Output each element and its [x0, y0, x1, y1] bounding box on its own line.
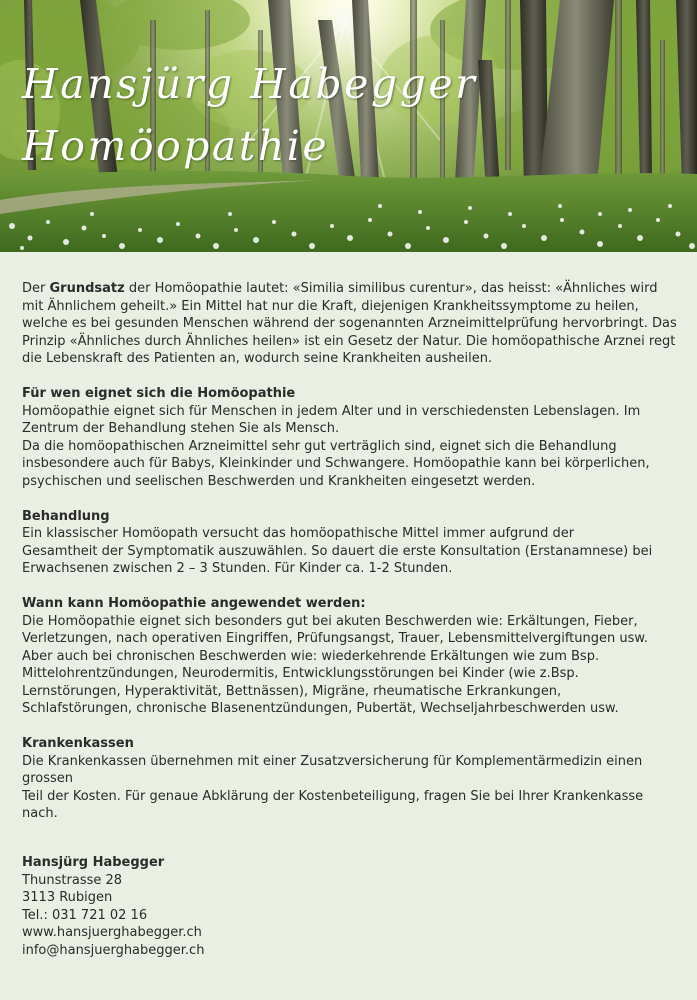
- section-line: Mittelohrentzündungen, Neurodermitis, Entwicklungsstörungen bei Kinder (wie z.Bsp.: [22, 666, 579, 682]
- contact-phone: Tel.: 031 721 02 16: [22, 907, 148, 923]
- section-line: Aber auch bei chronischen Beschwerden wie: wiederkehrende Erkältungen wie zum Bsp.: [22, 648, 600, 664]
- intro-text: der Homöopathie lautet: «Similia similibus curentur», das heisst: «Ähnliches wird mit Ähnlichem geheilt.» Ein Mittel hat nur die Kraft, diejenigen Krankheitssymptome zu heilen, welche es bei gesunden Menschen während der sogenannten Arzneimittelprüfung hervorbringt. Das Prinzip «Ähnliches durch Ähnliches heilen» ist ein Gesetz der Natur. Die homöopathische Arznei regt die Lebenskraft des Patienten an, wodurch seine Krankheiten ausheilen.: [22, 281, 677, 367]
- section-heading: Krankenkassen: [22, 736, 134, 752]
- section-line: Da die homöopathischen Arzneimittel sehr gut verträglich sind, eignet sich die Behandlung insbesondere auch für Babys, Kleinkinder und Schwangere. Homöopathie kann bei körperlichen, psychischen und seelischen Beschwerden und Krankheiten eingesetzt werden.: [22, 438, 650, 489]
- section-line: Lernstörungen, Hyperaktivität, Bettnässen), Migräne, rheumatische Erkrankungen,: [22, 683, 562, 699]
- section-heading: Für wen eignet sich die Homöopathie: [22, 385, 296, 401]
- contact-block: [22, 854, 682, 960]
- contact-website: www.hansjuerghabegger.ch: [22, 925, 202, 941]
- section-line: Gesamtheit der Symptomatik auszuwählen. So dauert die erste Konsultation (Erstanamnese) bei: [22, 543, 653, 559]
- main-content: [22, 280, 682, 960]
- section-heading: Wann kann Homöopathie angewendet werden:: [22, 595, 366, 611]
- contact-street: Thunstrasse 28: [22, 872, 123, 888]
- intro-lead: Der: [22, 281, 50, 296]
- header-forest-image: [0, 0, 697, 252]
- section-line: Homöopathie eignet sich für Menschen in jedem Alter und in verschiedensten Lebenslagen. Im Zentrum der Behandlung stehen Sie als Mensch.: [22, 403, 641, 437]
- section-heading: Behandlung: [22, 508, 110, 524]
- contact-city: 3113 Rubigen: [22, 890, 113, 906]
- section-line: Die Krankenkassen übernehmen mit einer Zusatzversicherung für Komplementärmedizin einen grossen: [22, 753, 643, 787]
- contact-email: info@hansjuerghabegger.ch: [22, 943, 205, 958]
- section-line: Ein klassischer Homöopath versucht das homöopathische Mittel immer aufgrund der: [22, 526, 575, 542]
- section-line: Schlafstörungen, chronische Blasenentzündungen, Pubertät, Wechseljahrbeschwerden usw.: [22, 701, 619, 717]
- title-name: Hansjürg Habegger: [22, 60, 478, 108]
- section-line: Die Homöopathie eignet sich besonders gut bei akuten Beschwerden wie: Erkältungen, Fieber, Verletzungen, nach operativen Eingriffen, Prüfungsangst, Trauer, Lebensmittelvergiftungen usw.: [22, 613, 648, 647]
- section-line: Teil der Kosten. Für genaue Abklärung der Kostenbeteiligung, fragen Sie bei Ihrer Krankenkasse nach.: [22, 788, 644, 822]
- section-target-group: [22, 385, 682, 491]
- section-line: Erwachsenen zwischen 2 – 3 Stunden. Für Kinder ca. 1-2 Stunden.: [22, 561, 453, 577]
- intro-paragraph: [22, 280, 682, 368]
- intro-bold-term: Grundsatz: [49, 281, 125, 296]
- title-subject: Homöopathie: [22, 122, 330, 170]
- section-insurance: [22, 735, 682, 823]
- contact-name: Hansjürg Habegger: [22, 855, 165, 871]
- section-treatment: [22, 508, 682, 578]
- section-applications: [22, 595, 682, 718]
